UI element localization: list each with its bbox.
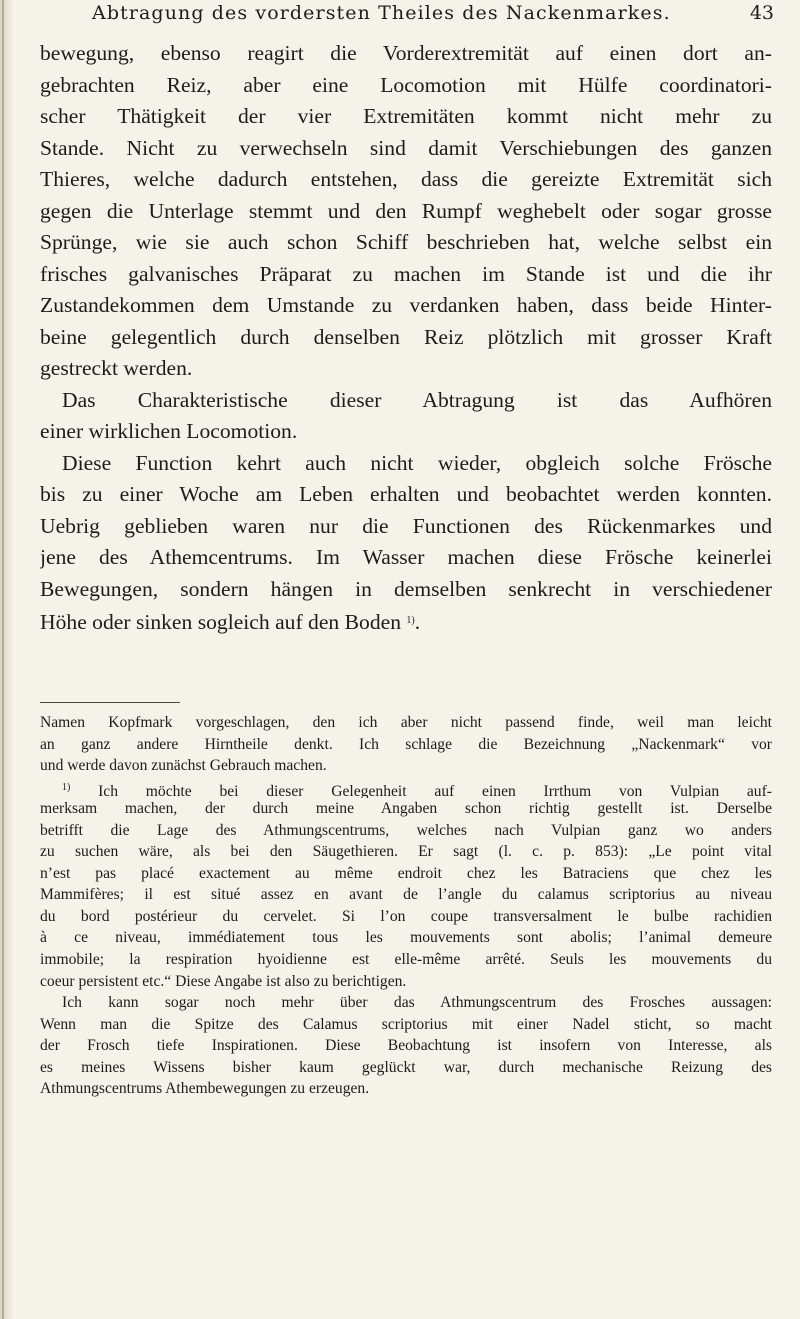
footnote-number: 1) (62, 781, 71, 793)
binding-gutter (0, 0, 14, 1319)
footnote-line: du bord postérieur du cervelet. Si l’on coupe transversalment le bulbe rachidien (40, 907, 772, 925)
text-line-last: Höhe oder sinken sogleich auf den Boden $^{1)}$. (40, 610, 421, 634)
text-line: jene des Athemcentrums. Im Wasser machen diese Frösche keinerlei (40, 545, 772, 569)
text-line: Uebrig geblieben waren nur die Functionen des Rückenmarkes und (40, 513, 772, 538)
footnote-line: Athmungscentrums Athembewegungen zu erzeugen. (40, 1080, 370, 1098)
running-title: Abtragung des vordersten Theiles des Nackenmarkes. (92, 2, 671, 24)
footnote-reference: 1) (406, 615, 415, 626)
gutter-edge-line (2, 0, 4, 1319)
footnote-line-content: Ich möchte bei dieser Gelegenheit auf einen Irrthum von Vulpian auf- (98, 782, 772, 799)
footnote-line: immobile; la respiration hyoidienne est elle-même arrêté. Seuls les mouvements du (40, 951, 772, 969)
text-line: Bewegungen, sondern hängen in demselben senkrecht in verschiedener (40, 576, 772, 601)
text-line: gestreckt werden. (40, 356, 193, 380)
text-line: bis zu einer Woche am Leben erhalten und beobachtet werden konnten. (40, 482, 772, 506)
page-number: 43 (749, 2, 774, 24)
footnote-line: Mammifères; il est situé assez en avant de l’angle du calamus scriptorius au niveau (40, 886, 772, 904)
footnote-line: n’est pas placé exactement au même endroit chez les Batraciens que chez les (40, 864, 772, 882)
text-line: Thieres, welche dadurch entstehen, dass die gereizte Extremität sich (40, 167, 772, 191)
text-line-content: Höhe oder sinken sogleich auf den Boden (40, 610, 401, 634)
footnote-line: Namen Kopfmark vorgeschlagen, den ich aber nicht passend finde, weil man leicht (40, 714, 772, 731)
main-text (40, 38, 772, 637)
footnote-line: zu suchen wäre, als bei den Säugethieren. Er sagt (l. c. p. 853): „Le point vital (40, 843, 772, 861)
footnote-line: der Frosch tiefe Inspirationen. Diese Beobachtung ist insofern von Interesse, als (40, 1037, 772, 1055)
text-line: Sprünge, wie sie auch schon Schiff beschrieben hat, welche selbst ein (40, 230, 772, 254)
footnote-line: an ganz andere Hirntheile denkt. Ich schlage die Bezeichnung „Nackenmark“ vor (40, 735, 772, 753)
running-head (92, 2, 782, 30)
text-line: Das Charakteristische dieser Abtragung ist das Aufhören (62, 387, 772, 412)
text-line: bewegung, ebenso reagirt die Vorderextremität auf einen dort an- (40, 41, 772, 65)
footnote-line: Wenn man die Spitze des Calamus scriptorius mit einer Nadel sticht, so macht (40, 1015, 772, 1033)
text-line: Stande. Nicht zu verwechseln sind damit Verschiebungen des ganzen (40, 135, 772, 160)
footnote-line: es meines Wissens bisher kaum geglückt war, durch mechanische Reizung des (40, 1058, 772, 1076)
footnote-line: merksam machen, der durch meine Angaben schon richtig gestellt ist. Derselbe (40, 800, 772, 818)
footnote-line: à ce niveau, immédiatement tous les mouvements sont abolis; l’animal demeure (40, 929, 772, 947)
footnote-line: coeur persistent etc.“ Diese Angabe ist also zu berichtigen. (40, 972, 407, 990)
text-line: Diese Function kehrt auch nicht wieder, obgleich solche Frösche (62, 450, 772, 475)
text-line: gebrachten Reiz, aber eine Locomotion mit Hülfe coordinatori- (40, 72, 772, 97)
text-line: beine gelegentlich durch denselben Reiz plötzlich mit grosser Kraft (40, 324, 772, 349)
text-line: gegen die Unterlage stemmt und den Rumpf weghebelt oder sogar grosse (40, 198, 772, 223)
footnotes (40, 712, 772, 1100)
text-line: Zustandekommen dem Umstande zu verdanken haben, dass beide Hinter- (40, 293, 772, 317)
footnote-separator (40, 702, 180, 703)
footnote-line: betrifft die Lage des Athmungscentrums, welches nach Vulpian ganz wo anders (40, 821, 772, 839)
footnote-line: und werde davon zunächst Gebrauch machen. (40, 757, 327, 775)
text-line: frisches galvanisches Präparat zu machen im Stande ist und die ihr (40, 261, 772, 286)
text-line: scher Thätigkeit der vier Extremitäten kommt nicht mehr zu (40, 104, 772, 128)
footnote-line-first (40, 777, 772, 799)
footnote-line: Ich kann sogar noch mehr über das Athmungscentrum des Frosches aussagen: (62, 994, 772, 1012)
text-line: einer wirklichen Locomotion. (40, 419, 298, 443)
